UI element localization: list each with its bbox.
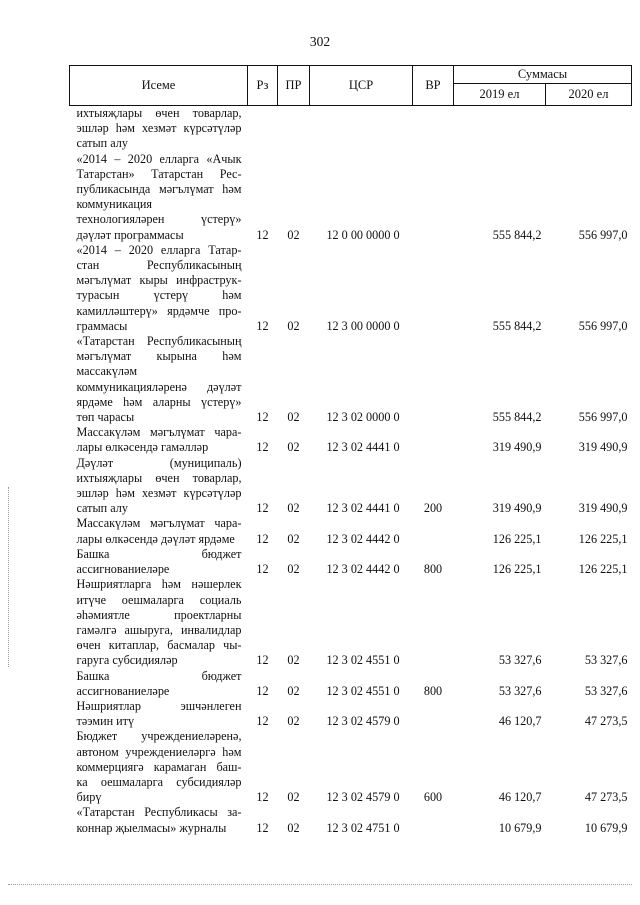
row-name-line: өчен китаплар, басмалар чы-	[76, 638, 242, 653]
row-pr: 02	[287, 410, 300, 425]
row-vr	[413, 334, 454, 425]
row-name-line: сатып алу	[76, 501, 128, 516]
header-name: Исеме	[70, 66, 248, 106]
row-rz: 12	[256, 531, 269, 546]
row-csr: 12 3 02 4551 0	[326, 653, 400, 668]
row-rz: 12	[256, 410, 269, 425]
row-name	[70, 425, 248, 455]
row-pr: 02	[287, 820, 300, 835]
row-csr: 12 3 00 0000 0	[326, 318, 400, 333]
row-csr: 12 3 02 4751 0	[326, 820, 400, 835]
row-name-line: лары өлкәсендә дәүләт ярдәме	[76, 531, 235, 546]
header-rz: Рз	[248, 66, 278, 106]
row-csr: 12 3 02 4442 0	[326, 562, 400, 577]
row-name-line: ка оешмаларга субсидияләр	[76, 774, 242, 789]
row-name	[70, 106, 248, 152]
row-rz: 12	[256, 790, 269, 805]
row-sum-2019: 53 327,6	[498, 683, 542, 698]
bottom-dotted-rule	[8, 884, 632, 885]
row-name-line: автоном учреждениеләргә һәм	[76, 744, 242, 759]
budget-table-frame	[69, 65, 631, 836]
row-sum-2019: 46 120,7	[498, 714, 542, 729]
row-sum-2020: 319 490,9	[578, 440, 628, 455]
row-pr: 02	[287, 227, 300, 242]
row-sum-2020: 126 225,1	[578, 562, 628, 577]
row-rz	[248, 106, 278, 152]
row-pr	[278, 106, 310, 152]
row-name-line: граммасы	[76, 318, 128, 333]
row-vr	[413, 577, 454, 668]
row-sum-2019: 319 490,9	[492, 440, 542, 455]
row-sum-2020: 556 997,0	[578, 410, 628, 425]
row-name	[70, 547, 248, 577]
row-rz: 12	[256, 683, 269, 698]
row-name-line: ярдәме һәм аларны үстерү»	[76, 394, 242, 409]
row-name-line: гаруга субсидияләр	[76, 653, 178, 668]
row-vr	[413, 152, 454, 243]
row-name-line: лары өлкәсендә гамәлләр	[76, 440, 209, 455]
header-year-2020: 2020 ел	[546, 84, 632, 106]
row-name-line: Нәшриятлар эшчәнлеген	[76, 698, 242, 713]
table-header	[70, 66, 632, 106]
row-pr: 02	[287, 683, 300, 698]
row-name-line: әһәмиятле проектларны	[76, 607, 242, 622]
row-sum-2020: 319 490,9	[578, 501, 628, 516]
table-row	[70, 669, 632, 699]
table-row	[70, 243, 632, 334]
row-sum-2020: 47 273,5	[584, 790, 628, 805]
row-name-line: төп чарасы	[76, 410, 135, 425]
table-row	[70, 516, 632, 546]
row-sum-2020: 53 327,6	[584, 683, 628, 698]
row-vr	[413, 516, 454, 546]
row-name-line: сатып алу	[76, 136, 128, 151]
row-sum-2019: 555 844,2	[492, 318, 542, 333]
row-sum-2019: 555 844,2	[492, 410, 542, 425]
row-name-line: коннар җыелмасы» журналы	[76, 820, 227, 835]
row-name-line: коммуникация	[76, 197, 153, 212]
table-body	[70, 106, 632, 836]
row-name	[70, 729, 248, 805]
row-rz: 12	[256, 501, 269, 516]
row-rz: 12	[256, 562, 269, 577]
row-name	[70, 516, 248, 546]
row-csr: 12 3 02 0000 0	[326, 410, 400, 425]
row-rz: 12	[256, 714, 269, 729]
row-vr: 200	[423, 501, 443, 516]
row-sum-2019: 126 225,1	[492, 531, 542, 546]
table-row	[70, 456, 632, 517]
margin-dotted-mark	[8, 487, 9, 667]
row-pr: 02	[287, 714, 300, 729]
row-rz: 12	[256, 820, 269, 835]
row-vr	[413, 425, 454, 455]
row-sum-2019: 555 844,2	[492, 227, 542, 242]
row-name-line: камилләштерү» ярдәмче про-	[76, 303, 242, 318]
row-name-line: итүче оешмаларга социаль	[76, 592, 242, 607]
table-row	[70, 699, 632, 729]
budget-table	[69, 65, 632, 836]
row-rz: 12	[256, 440, 269, 455]
row-name-line: «Татарстан Республикасы за-	[76, 805, 242, 820]
header-pr: ПР	[278, 66, 310, 106]
row-name	[70, 577, 248, 668]
row-sum-2019: 46 120,7	[498, 790, 542, 805]
row-name-line: Дәүләт (муниципаль)	[76, 455, 242, 470]
row-sum-2020: 556 997,0	[578, 227, 628, 242]
header-sums: Суммасы	[454, 66, 632, 84]
header-csr: ЦСР	[310, 66, 413, 106]
row-name-line: гамәлгә ашыруга, инвалидлар	[76, 622, 242, 637]
row-name-line: ассигнованиеләре	[76, 683, 170, 698]
row-name-line: Башка бюджет	[76, 668, 242, 683]
row-sum-2020: 47 273,5	[584, 714, 628, 729]
row-sum-2020	[546, 106, 632, 152]
row-name-line: Татарстан» Татарстан Рес-	[76, 166, 242, 181]
page-number: 302	[309, 34, 331, 49]
row-rz: 12	[256, 227, 269, 242]
row-name-line: Башка бюджет	[76, 546, 242, 561]
row-sum-2019: 53 327,6	[498, 653, 542, 668]
row-name-line: массакүләм	[76, 364, 138, 379]
row-pr: 02	[287, 790, 300, 805]
row-csr	[310, 106, 413, 152]
row-sum-2019	[454, 106, 546, 152]
row-pr: 02	[287, 562, 300, 577]
row-name	[70, 456, 248, 517]
row-name-line: Бюджет учреждениеләренә,	[76, 729, 242, 744]
row-sum-2019: 10 679,9	[498, 820, 542, 835]
row-name-line: Массакүләм мәгълүмат чара-	[76, 516, 242, 531]
table-row	[70, 805, 632, 835]
row-name-line: ассигнованиеләре	[76, 562, 170, 577]
row-name	[70, 699, 248, 729]
row-name-line: ихтыяҗлары өчен товарлар,	[76, 106, 242, 120]
row-name-line: публикасында мәгълүмат һәм	[76, 182, 242, 197]
row-name	[70, 243, 248, 334]
row-name	[70, 152, 248, 243]
row-name-line: эшләр һәм хезмәт күрсәтүләр	[76, 121, 242, 136]
row-name-line: мәгълүмат кыры инфраструк-	[76, 273, 242, 288]
row-name-line: «2014 – 2020 елларга Татар-	[76, 242, 242, 257]
row-pr: 02	[287, 318, 300, 333]
row-csr: 12 3 02 4441 0	[326, 440, 400, 455]
row-name-line: тәэмин итү	[76, 714, 135, 729]
table-row	[70, 729, 632, 805]
row-vr: 600	[423, 790, 443, 805]
row-csr: 12 3 02 4441 0	[326, 501, 400, 516]
row-vr	[413, 106, 454, 152]
row-sum-2019: 126 225,1	[492, 562, 542, 577]
row-name-line: турасын үстерү һәм	[76, 288, 242, 303]
row-name	[70, 805, 248, 835]
row-csr: 12 3 02 4579 0	[326, 714, 400, 729]
row-csr: 12 3 02 4551 0	[326, 683, 400, 698]
row-name-line: ихтыяҗлары өчен товарлар,	[76, 470, 242, 485]
row-vr: 800	[423, 683, 443, 698]
row-sum-2020: 126 225,1	[578, 531, 628, 546]
row-name-line: коммерциягә карамаган баш-	[76, 759, 242, 774]
row-pr: 02	[287, 531, 300, 546]
row-sum-2020: 53 327,6	[584, 653, 628, 668]
table-row	[70, 334, 632, 425]
row-name-line: Нәшриятларга һәм нәшерлек	[76, 577, 242, 592]
table-row	[70, 106, 632, 152]
row-vr	[413, 243, 454, 334]
table-row	[70, 547, 632, 577]
row-vr	[413, 805, 454, 835]
header-vr: ВР	[413, 66, 454, 106]
row-name-line: бирү	[76, 790, 102, 805]
row-rz: 12	[256, 653, 269, 668]
header-year-2019: 2019 ел	[454, 84, 546, 106]
row-csr: 12 3 02 4442 0	[326, 531, 400, 546]
row-csr: 12 0 00 0000 0	[326, 227, 400, 242]
row-name-line: дәүләт программасы	[76, 227, 184, 242]
table-row	[70, 425, 632, 455]
row-pr: 02	[287, 501, 300, 516]
row-pr: 02	[287, 440, 300, 455]
row-sum-2020: 556 997,0	[578, 318, 628, 333]
row-csr: 12 3 02 4579 0	[326, 790, 400, 805]
row-name-line: «2014 – 2020 елларга «Ачык	[76, 151, 242, 166]
row-name-line: стан Республикасының	[76, 258, 242, 273]
row-name-line: эшләр һәм хезмәт күрсәтүләр	[76, 486, 242, 501]
row-name-line: коммуникацияләренә дәүләт	[76, 379, 242, 394]
row-name-line: Массакүләм мәгълүмат чара-	[76, 425, 242, 440]
row-name-line: технологияләрен үстерү»	[76, 212, 242, 227]
row-name-line: мәгълүмат кырына һәм	[76, 349, 242, 364]
table-row	[70, 152, 632, 243]
row-name	[70, 669, 248, 699]
row-vr	[413, 699, 454, 729]
row-name	[70, 334, 248, 425]
row-rz: 12	[256, 318, 269, 333]
row-name-line: «Татарстан Республикасының	[76, 334, 242, 349]
row-sum-2019: 319 490,9	[492, 501, 542, 516]
row-pr: 02	[287, 653, 300, 668]
table-row	[70, 577, 632, 668]
row-vr: 800	[423, 562, 443, 577]
row-sum-2020: 10 679,9	[584, 820, 628, 835]
